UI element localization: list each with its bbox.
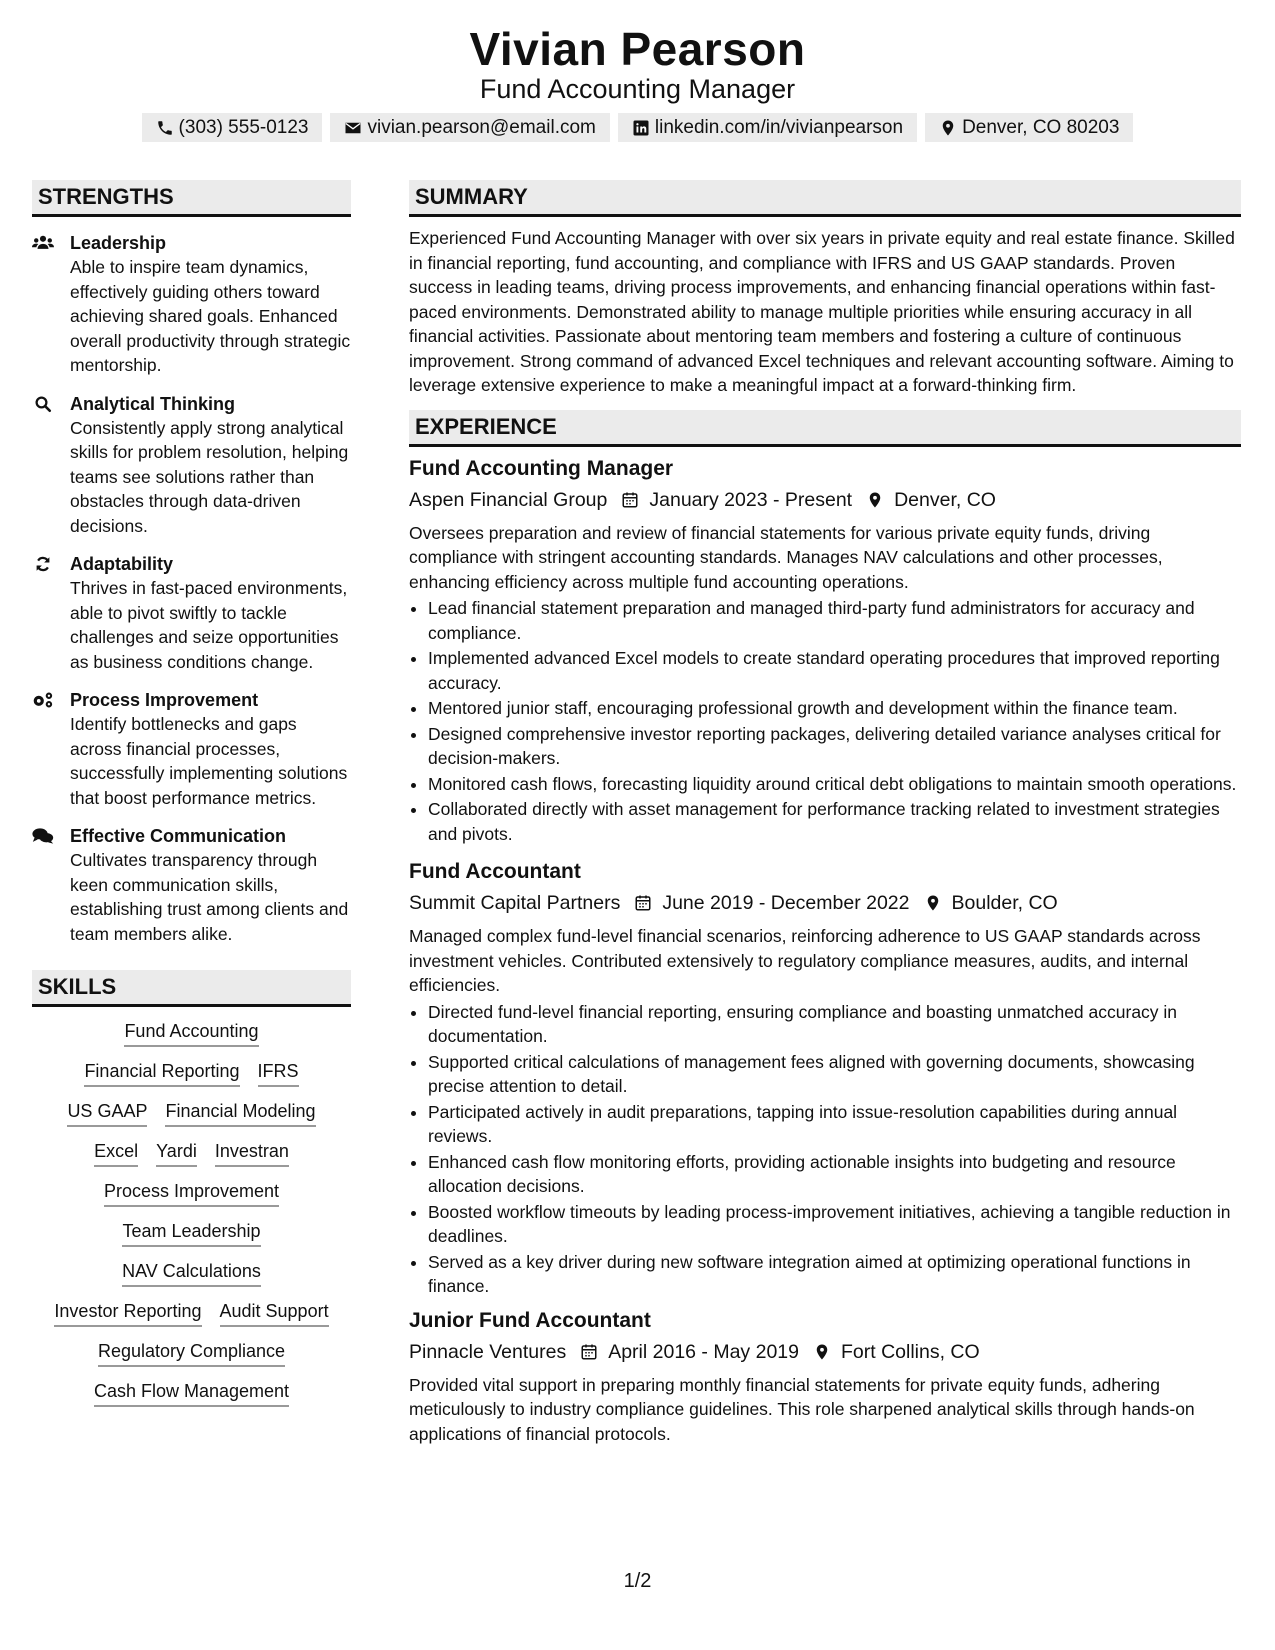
skill-row	[84, 1061, 298, 1087]
bullet-item: • Lead financial statement preparation and managed third-party fund administrators for accuracy and compliance.	[428, 596, 1241, 645]
strength-description: Thrives in fast-paced environments, able to pivot swiftly to tackle challenges and seize opportunities as business conditions change.	[70, 578, 348, 672]
skills-list	[32, 1021, 351, 1407]
candidate-title: Fund Accounting Manager	[479, 74, 796, 104]
search-icon	[32, 395, 54, 413]
bullet-item: • Implemented advanced Excel models to create standard operating procedures that improved reporting accuracy.	[428, 646, 1241, 695]
job-entry	[409, 858, 1241, 1299]
strength-title: Analytical Thinking	[70, 393, 236, 414]
bullet-item: • Collaborated directly with asset management for performance tracking related to investment strategies and pivots.	[428, 797, 1241, 846]
contact-location-text: Denver, CO 80203	[962, 116, 1120, 138]
strength-item	[32, 392, 351, 539]
linkedin-icon	[632, 119, 650, 137]
skill-tag: IFRS	[258, 1061, 299, 1087]
skill-tag: Investor Reporting	[54, 1301, 201, 1327]
skill-tag: NAV Calculations	[122, 1261, 261, 1287]
skill-tag: Regulatory Compliance	[98, 1341, 285, 1367]
job-location: Denver, CO	[894, 488, 996, 511]
users-icon	[32, 234, 54, 252]
strength-title: Process Improvement	[70, 690, 259, 710]
job-entry	[409, 1307, 1241, 1447]
bullet-item: • Enhanced cash flow monitoring efforts, providing actionable insights into budgeting and resource allocation decisions.	[428, 1150, 1241, 1199]
skill-row	[98, 1341, 285, 1367]
skill-row	[54, 1301, 328, 1327]
strengths-heading: STRENGTHS	[32, 180, 351, 217]
skill-tag: Financial Reporting	[84, 1061, 239, 1087]
skill-tag: US GAAP	[67, 1101, 147, 1127]
skill-tag: Audit Support	[220, 1301, 329, 1327]
contact-email-text: vivian.pearson@email.com	[367, 116, 596, 138]
skill-tag: Yardi	[156, 1141, 197, 1167]
location-pin-icon	[924, 894, 942, 912]
job-dates: January 2023 - Present	[649, 488, 853, 511]
job-entry	[409, 455, 1241, 847]
strength-description: Consistently apply strong analytical skills for problem resolution, helping teams see solutions rather than obstacles through data-driven decisions.	[70, 417, 349, 536]
job-dates: April 2016 - May 2019	[608, 1340, 799, 1363]
contact-bar	[0, 113, 1275, 142]
strength-title: Effective Communication	[70, 826, 287, 846]
skill-row	[94, 1381, 289, 1407]
strength-title: Leadership	[70, 233, 167, 253]
skill-tag: Excel	[94, 1141, 138, 1167]
page-number: 1/2	[623, 1570, 652, 1592]
skill-row	[122, 1261, 261, 1287]
job-dates: June 2019 - December 2022	[662, 892, 910, 914]
strength-item	[32, 824, 351, 946]
skill-row	[122, 1221, 260, 1247]
job-meta	[409, 888, 1241, 918]
job-company: Summit Capital Partners	[409, 892, 621, 914]
strength-item	[32, 231, 351, 378]
contact-linkedin-text: linkedin.com/in/vivianpearson	[654, 116, 904, 138]
contact-phone-text: (303) 555-0123	[178, 116, 309, 138]
job-title: Fund Accountant	[409, 860, 581, 883]
strength-item	[32, 552, 351, 674]
strength-description: Able to inspire team dynamics, effectively guiding others toward achieving shared goals. Enhanced overall productivity through strategic mentorship.	[70, 257, 351, 375]
skill-tag: Cash Flow Management	[94, 1381, 289, 1407]
skill-row	[67, 1101, 315, 1127]
job-location: Fort Collins, CO	[840, 1340, 980, 1363]
job-company: Aspen Financial Group	[409, 488, 608, 511]
job-title: Fund Accounting Manager	[409, 456, 674, 480]
location-pin-icon	[939, 119, 957, 137]
calendar-icon	[580, 1343, 598, 1361]
contact-email[interactable]	[330, 113, 609, 142]
job-description: Provided vital support in preparing monthly financial statements for private equity funds, adhering meticulously to industry compliance guidelines. This role sharpened analytical skills through hands-on applications of financial protocols.	[409, 1374, 1195, 1444]
skill-row	[94, 1141, 289, 1167]
envelope-icon	[344, 119, 362, 137]
job-location: Boulder, CO	[951, 892, 1058, 914]
job-meta	[409, 1337, 1241, 1367]
location-pin-icon	[813, 1343, 831, 1361]
cogs-icon	[32, 691, 54, 709]
job-bullets	[409, 596, 1241, 846]
skills-heading: SKILLS	[32, 970, 351, 1007]
bullet-item: • Served as a key driver during new software integration aimed at optimizing operational functions in finance.	[428, 1250, 1241, 1299]
skill-tag: Investran	[215, 1141, 289, 1167]
skill-tag: Team Leadership	[122, 1221, 260, 1247]
calendar-icon	[621, 491, 639, 509]
bullet-item: • Boosted workflow timeouts by leading process-improvement initiatives, achieving a tangible reduction in deadlines.	[428, 1200, 1241, 1249]
strength-title: Adaptability	[70, 554, 174, 574]
summary-text: Experienced Fund Accounting Manager with over six years in private equity and real estate finance. Skilled in financial reporting, fund accounting, and compliance with IFRS and US GAAP standards. Proven success in leading teams, driving process improvements, and enhancing financial operations within fast-paced environments. Demonstrated ability to manage multiple priorities while ensuring accuracy in all financial activities. Passionate about mentoring team members and fostering a culture of continuous improvement. Strong command of advanced Excel techniques and relevant accounting software. Aiming to leverage extensive experience to make a meaningful impact at a forward-thinking firm.	[409, 228, 1235, 395]
job-description: Oversees preparation and review of financial statements for various private equity funds, driving compliance with stringent accounting standards. Manages NAV calculations and other processes, enhancing efficiency across multiple fund accounting operations.	[409, 522, 1163, 592]
left-column	[32, 180, 351, 1407]
comments-icon	[32, 827, 54, 845]
skill-tag: Fund Accounting	[124, 1021, 258, 1047]
job-bullets	[409, 1000, 1241, 1299]
bullet-item: • Monitored cash flows, forecasting liquidity around critical debt obligations to maintain smooth operations.	[428, 772, 1241, 797]
bullet-item: • Directed fund-level financial reporting, ensuring compliance and boasting unmatched accuracy in documentation.	[428, 1000, 1241, 1049]
phone-icon	[156, 119, 174, 137]
sync-icon	[32, 555, 54, 573]
contact-linkedin[interactable]	[618, 113, 917, 142]
calendar-icon	[634, 894, 652, 912]
candidate-name: Vivian Pearson	[469, 23, 806, 75]
skill-tag: Financial Modeling	[165, 1101, 315, 1127]
bullet-item: • Mentored junior staff, encouraging professional growth and development within the finance team.	[428, 696, 1241, 721]
skill-row	[124, 1021, 258, 1047]
right-column	[409, 180, 1241, 1446]
bullet-item: • Supported critical calculations of management fees aligned with governing documents, showcasing precise attention to detail.	[428, 1050, 1241, 1099]
bullet-item: • Participated actively in audit preparations, tapping into issue-resolution capabilities during annual reviews.	[428, 1100, 1241, 1149]
location-pin-icon	[866, 491, 884, 509]
job-description: Managed complex fund-level financial scenarios, reinforcing adherence to US GAAP standards across investment vehicles. Contributed extensively to regulatory compliance measures, audits, and internal efficiencies.	[409, 926, 1201, 995]
skill-row	[104, 1181, 279, 1207]
job-title: Junior Fund Accountant	[409, 1308, 651, 1332]
job-company: Pinnacle Ventures	[409, 1340, 567, 1363]
strength-item	[32, 688, 351, 810]
experience-heading: EXPERIENCE	[409, 410, 1241, 447]
summary-heading: SUMMARY	[409, 180, 1241, 217]
contact-location	[925, 113, 1133, 142]
strength-description: Cultivates transparency through keen communication skills, establishing trust among clients and team members alike.	[70, 850, 349, 944]
job-meta	[409, 485, 1241, 515]
skill-tag: Process Improvement	[104, 1181, 279, 1207]
contact-phone[interactable]	[142, 113, 323, 142]
bullet-item: • Designed comprehensive investor reporting packages, delivering detailed variance analyses critical for decision-makers.	[428, 722, 1241, 771]
strength-description: Identify bottlenecks and gaps across financial processes, successfully implementing solutions that boost performance metrics.	[70, 714, 348, 808]
